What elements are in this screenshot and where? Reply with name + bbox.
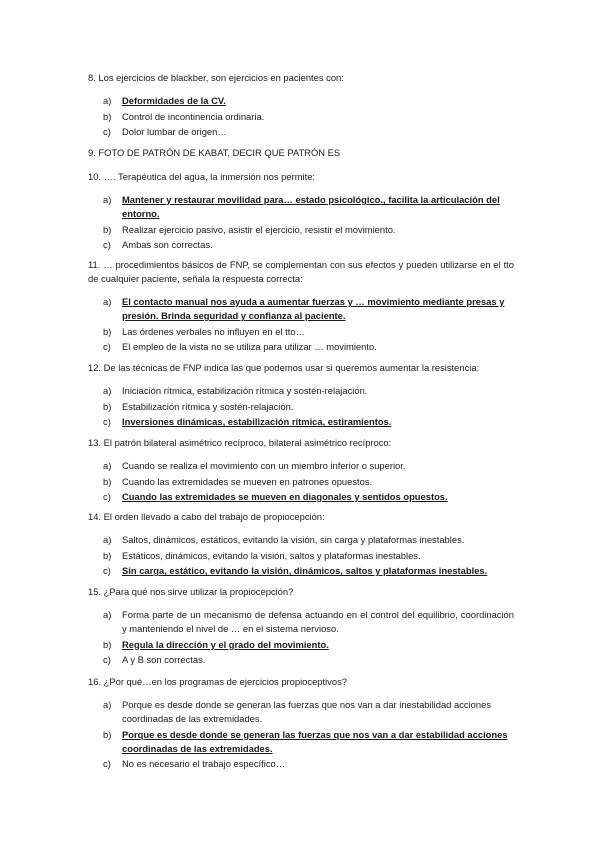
option-letter: c) xyxy=(103,416,111,427)
option-letter: c) xyxy=(103,758,111,769)
question-title: 8. Los ejercicios de blackber, son ejercicios en pacientes con: xyxy=(88,72,344,83)
question-title: 11. … procedimientos básicos de FNP, se complementan con sus efectos y pueden utilizarse en el tto de cualquier paciente, señala la respuesta correcta: xyxy=(88,259,514,284)
option-text: Cuando se realiza el movimiento con un miembro inferior o superior. xyxy=(122,460,406,471)
question-title: 10. …. Terapéutica del agua, la inmersión nos permite: xyxy=(88,171,316,182)
option-c xyxy=(88,238,514,252)
option-letter: b) xyxy=(103,638,112,650)
option-letter: b) xyxy=(103,223,112,235)
option-text: El contacto manual nos ayuda a aumentar fuerzas y … movimiento mediante presas y presión. Brinda seguridad y confianza al paciente. xyxy=(122,296,505,321)
option-a xyxy=(88,94,514,108)
option-c xyxy=(88,125,514,139)
question-title: 15. ¿Para qué nos sirve utilizar la propiocepción? xyxy=(88,586,294,597)
option-text: Forma parte de un mecanismo de defensa actuando en el control del equilibrio, coordinación y manteniendo el nivel de … en el sistema nervioso. xyxy=(122,609,514,634)
option-text: Mantener y restaurar movilidad para… estado psicológico., facilita la articulación del entorno. xyxy=(122,194,500,219)
option-text: Iniciación rítmica, estabilización rítmica y sostén-relajación. xyxy=(122,385,368,396)
option-a xyxy=(88,533,514,547)
option-text: Porque es desde donde se generan las fuerzas que nos van a dar estabilidad acciones coordinadas de las extremidades. xyxy=(122,728,508,754)
option-list xyxy=(88,193,514,252)
option-b xyxy=(88,728,514,756)
option-letter: c) xyxy=(103,565,111,576)
option-letter: a) xyxy=(103,534,112,545)
option-c xyxy=(88,653,514,667)
option-letter: c) xyxy=(103,491,111,502)
option-text: Regula la dirección y el grado del movimiento. xyxy=(122,638,329,650)
option-text: Inversiones dinámicas, estabilización rítmica, estiramientos. xyxy=(122,416,392,427)
question-title: 9. FOTO DE PATRÓN DE KABAT, DECIR QUE PATRÓN ES xyxy=(88,147,341,158)
option-list xyxy=(88,533,514,578)
option-letter: b) xyxy=(103,400,112,412)
option-c xyxy=(88,564,514,578)
question-16 xyxy=(88,675,514,773)
option-b xyxy=(88,110,514,124)
option-text: Control de incontinencia ordinaria. xyxy=(122,110,265,122)
option-letter: b) xyxy=(103,728,112,740)
option-b xyxy=(88,638,514,652)
option-a xyxy=(88,459,514,473)
option-list xyxy=(88,94,514,139)
option-a xyxy=(88,295,514,323)
option-text: Realizar ejercicio pasivo, asistir el ejercicio, resistir el movimiento. xyxy=(122,223,396,235)
option-text: Porque es desde donde se generan las fuerzas que nos van a dar inestabilidad acciones coordinadas de las extremidades. xyxy=(122,699,492,724)
option-letter: c) xyxy=(103,126,111,137)
option-a xyxy=(88,698,514,726)
option-text: Estabilización rítmica y sostén-relajación. xyxy=(122,400,294,412)
option-letter: a) xyxy=(103,385,112,396)
option-b xyxy=(88,223,514,237)
option-letter: a) xyxy=(103,194,112,205)
option-text: Ambas son correctas. xyxy=(122,239,213,250)
question-12 xyxy=(88,361,514,431)
option-text: Cuando las extremidades se mueven en patrones opuestos. xyxy=(122,475,373,487)
question-10 xyxy=(88,170,514,254)
option-list xyxy=(88,384,514,429)
option-letter: a) xyxy=(103,609,112,620)
option-list xyxy=(88,698,514,771)
option-text: Saltos, dinámicos, estáticos, evitando la visión, sin carga y plataformas inestables. xyxy=(122,534,465,545)
option-letter: b) xyxy=(103,325,112,337)
question-title: 14. El orden llevado a cabo del trabajo de propiocepción: xyxy=(88,511,325,522)
option-letter: b) xyxy=(103,475,112,487)
option-letter: b) xyxy=(103,110,112,122)
option-c xyxy=(88,757,514,771)
option-text: Las órdenes verbales no influyen en el tto… xyxy=(122,325,305,337)
option-letter: a) xyxy=(103,95,112,106)
option-c xyxy=(88,490,514,504)
question-title: 12. De las técnicas de FNP indica las que podemos usar si queremos aumentar la resistencia: xyxy=(88,362,480,373)
question-title: 13. El patrón bilateral asimétrico recíproco, bilateral asimétrico recíproco: xyxy=(88,437,392,448)
option-letter: c) xyxy=(103,654,111,665)
option-list xyxy=(88,295,514,354)
option-letter: b) xyxy=(103,549,112,561)
option-text: Deformidades de la CV. xyxy=(122,95,226,106)
option-c xyxy=(88,340,514,354)
option-b xyxy=(88,475,514,489)
question-8 xyxy=(88,71,514,141)
option-b xyxy=(88,400,514,414)
option-letter: c) xyxy=(103,341,111,352)
question-15 xyxy=(88,585,514,669)
option-a xyxy=(88,608,514,636)
option-list xyxy=(88,608,514,667)
question-9 xyxy=(88,146,514,160)
option-text: Estáticos, dinámicos, evitando la visión, saltos y plataformas inestables. xyxy=(122,549,421,561)
option-b xyxy=(88,549,514,563)
option-text: No es necesario el trabajo específico… xyxy=(122,758,286,769)
question-14 xyxy=(88,510,514,580)
option-letter: c) xyxy=(103,239,111,250)
option-b xyxy=(88,325,514,339)
option-letter: a) xyxy=(103,296,112,307)
option-a xyxy=(88,193,514,221)
option-text: Cuando las extremidades se mueven en diagonales y sentidos opuestos. xyxy=(122,491,448,502)
option-c xyxy=(88,415,514,429)
question-13 xyxy=(88,436,514,506)
option-text: Sin carga, estático, evitando la visión, dinámicos, saltos y plataformas inestables. xyxy=(122,565,488,576)
option-text: El empleo de la vista no se utiliza para utilizar … movimiento. xyxy=(122,341,377,352)
question-title: 16. ¿Por qué…en los programas de ejercicios propioceptivos? xyxy=(88,676,347,687)
option-text: Dolor lumbar de origen… xyxy=(122,126,227,137)
question-11 xyxy=(88,258,514,356)
option-list xyxy=(88,459,514,504)
option-letter: a) xyxy=(103,699,112,710)
option-text: A y B son correctas. xyxy=(122,654,206,665)
option-letter: a) xyxy=(103,460,112,471)
option-a xyxy=(88,384,514,398)
